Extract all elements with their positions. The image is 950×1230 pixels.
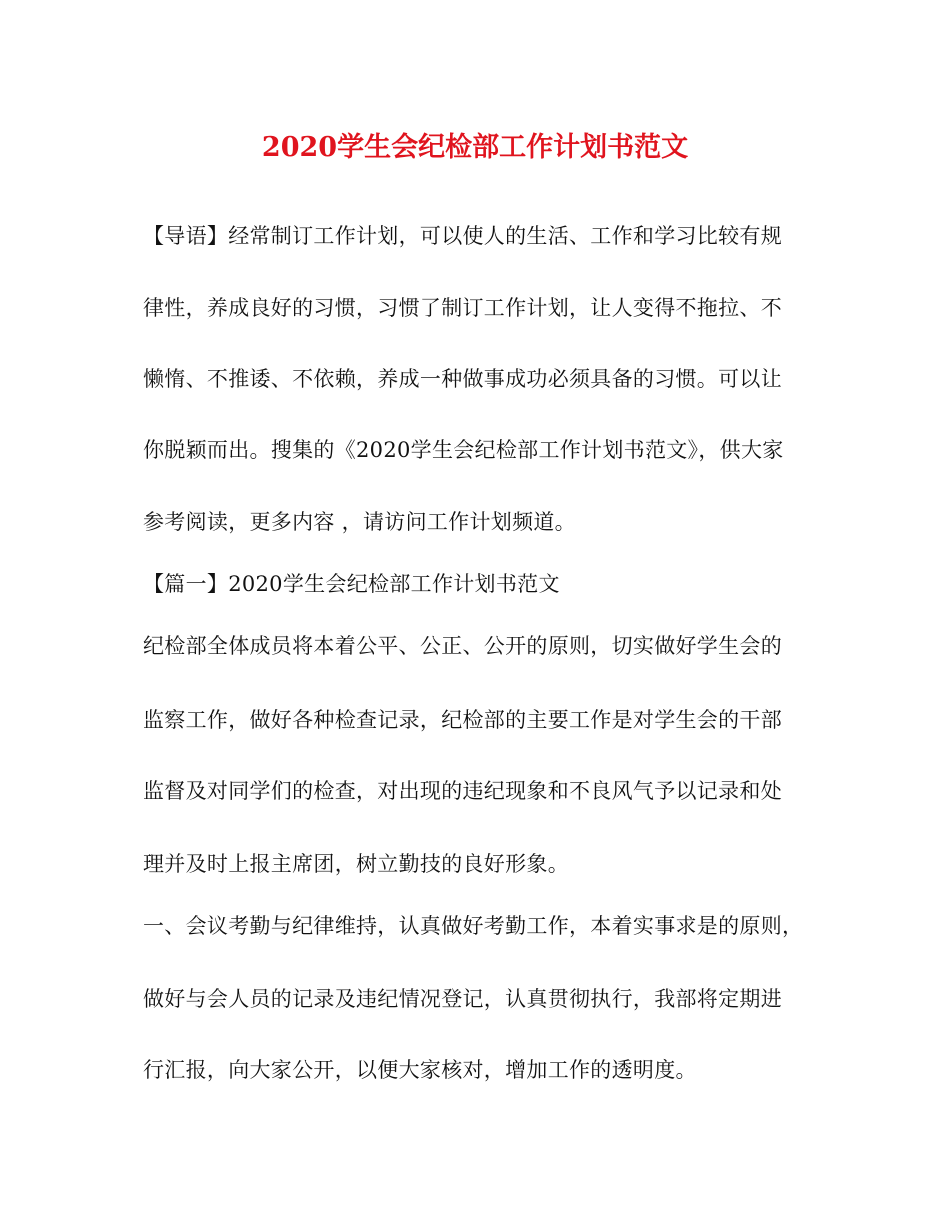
text-line: 监察工作，做好各种检查记录，纪检部的主要工作是对学生会的干部 <box>143 708 782 732</box>
text-line: 一、会议考勤与纪律维持，认真做好考勤工作，本着实事求是的原则， <box>143 914 803 938</box>
text-line: 参考阅读，更多内容 ，请访问工作计划频道。 <box>143 510 576 534</box>
text-line: 纪检部全体成员将本着公平、公正、公开的原则，切实做好学生会的 <box>143 634 782 658</box>
text-line: 理并及时上报主席团，树立勤技的良好形象。 <box>143 852 569 876</box>
text-line: 你脱颖而出。搜集的《2020学生会纪检部工作计划书范文》，供大家 <box>143 438 784 462</box>
text-line: 行汇报，向大家公开，以便大家核对，增加工作的透明度。 <box>143 1058 697 1082</box>
text-line: 【导语】经常制订工作计划，可以使人的生活、工作和学习比较有规 <box>143 224 782 248</box>
text-line: 做好与会人员的记录及违纪情况登记，认真贯彻执行，我部将定期进 <box>143 987 782 1011</box>
text-line: 监督及对同学们的检查，对出现的违纪现象和不良风气予以记录和处 <box>143 779 782 803</box>
text-line: 律性，养成良好的习惯，习惯了制订工作计划，让人变得不拖拉、不 <box>143 296 782 320</box>
text-line: 懒惰、不推诿、不依赖，养成一种做事成功必须具备的习惯。可以让 <box>143 367 782 391</box>
document-title: 2020学生会纪检部工作计划书范文 <box>261 132 689 163</box>
section-heading: 【篇一】2020学生会纪检部工作计划书范文 <box>143 572 560 596</box>
